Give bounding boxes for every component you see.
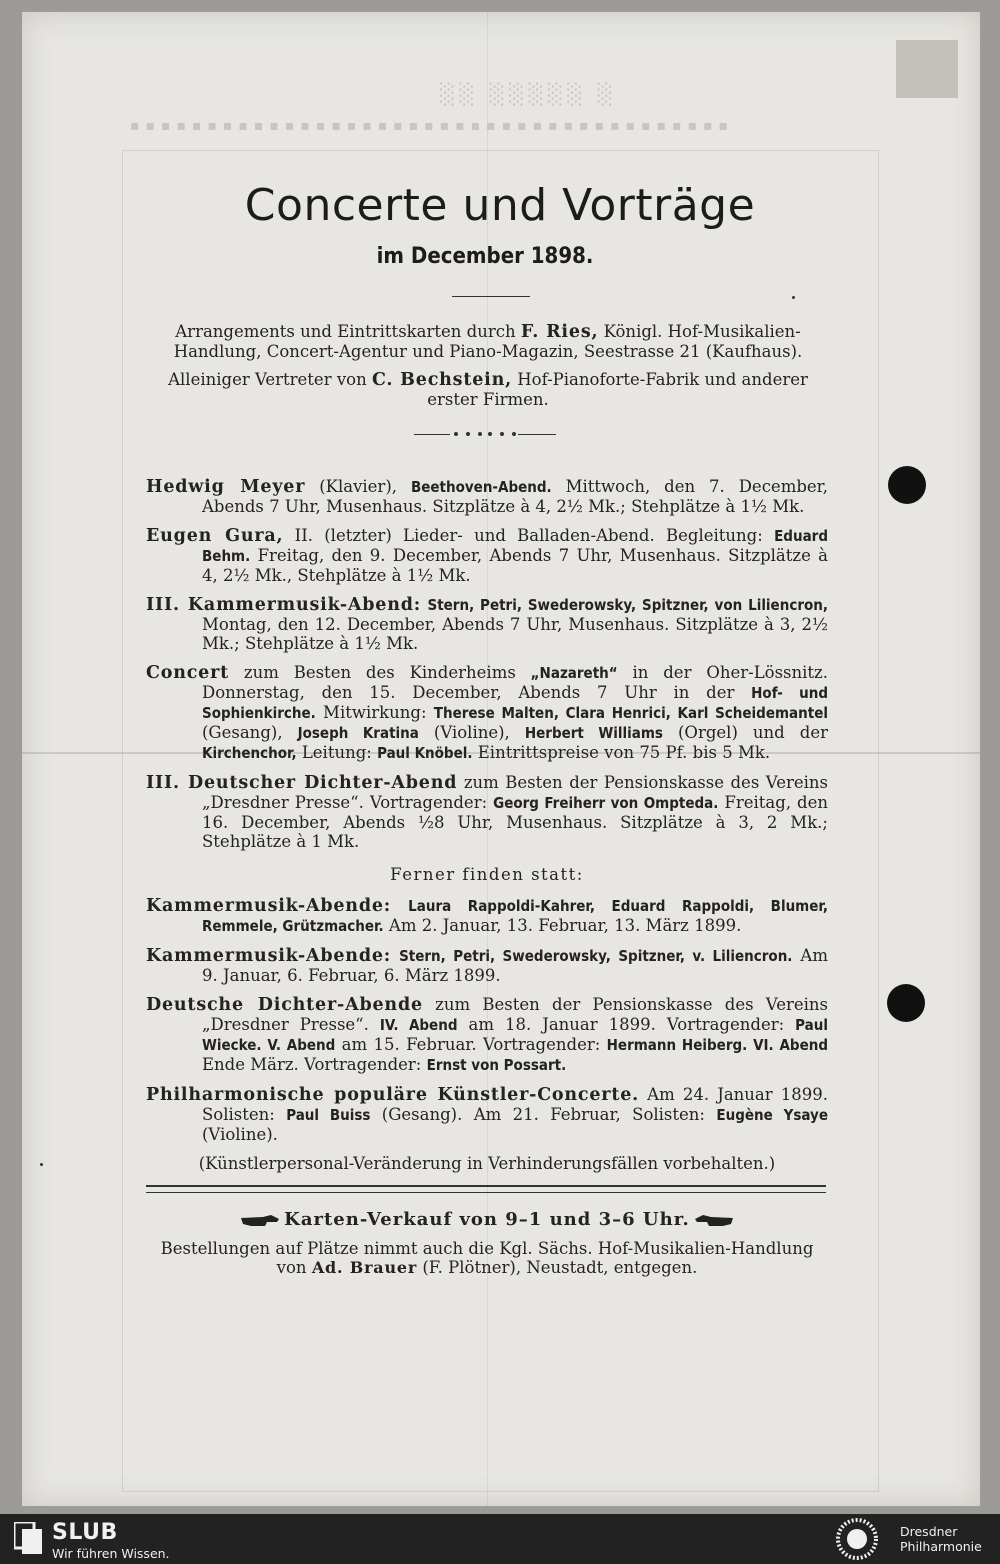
entry-name: Ernst von Possart. [426,1056,567,1074]
philharmonie-name [900,1524,982,1554]
ornament-divider [414,434,556,436]
list-item [146,946,828,985]
entry-text: (Violine), [418,723,525,742]
list-item [146,526,828,585]
philharmonie-line2: Philharmonie [900,1539,982,1554]
agency-name: F. Ries, [520,322,599,342]
entry-name: Eugène Ysaye [716,1106,828,1124]
entry-name: Hof- und Sophienkirche. [202,684,828,722]
entry-text: zum Besten der Pensionskasse des Vereins „Dresdner Presse“. Vortragender: [202,773,828,812]
philharmonie-line1: Dresdner [900,1524,958,1539]
entry-heading: Philharmonische populäre Künstler-Concerte. [146,1085,640,1105]
ticket-sales [146,1210,828,1277]
manufacturer-name: C. Bechstein, [371,370,513,390]
entry-name: Paul Knöbel. [377,744,473,762]
list-item [146,1085,828,1144]
section-heading: Ferner finden statt: [390,865,584,884]
entry-name: Laura Rappoldi-Kahrer, Eduard Rappoldi, Blumer, Remmele, Grützmacher. [202,897,828,935]
ticket-sales-title: Karten-Verkauf von 9–1 und 3–6 Uhr. [284,1209,690,1230]
entry-heading: Deutsche Dichter-Abende [146,995,423,1015]
speck [792,296,795,299]
entry-heading: Kammermusik-Abende: [146,896,392,916]
entry-text: (Orgel) und der [662,723,828,742]
entry-name: Stern, Petri, Swederowsky, Spitzner, v. Liliencron. [399,947,793,965]
entry-name: Joseph Kratina [297,724,419,742]
entry-text: (Violine). [202,1125,278,1144]
entry-heading: Kammermusik-Abende: [146,946,392,966]
entry-heading: III. Deutscher Dichter-Abend [146,773,458,793]
entry-text: Freitag, den 9. December, Abends 7 Uhr, Musenhaus. Sitzplätze à 4, 2½ Mk., Stehplätze à 1½ Mk. [202,546,828,585]
double-rule [146,1185,826,1193]
intro-representative [146,370,830,409]
entry-name: „Nazareth“ [530,664,618,682]
entry-name: Stern, Petri, Swederowsky, Spitzner, von Liliencron, [427,596,828,614]
entry-text: Eintrittspreise von 75 Pf. bis 5 Mk. [472,743,771,762]
entry-text: Mitwirkung: [315,703,434,722]
ticket-text: (F. Plötner), Neustadt, entgegen. [417,1258,698,1277]
entry-text [391,946,399,965]
entry-text: (Gesang). Am 21. Februar, Solisten: [370,1105,717,1124]
show-through-ornament: ▪▪▪▪▪▪▪▪▪▪▪▪▪▪▪▪▪▪▪▪▪▪▪▪▪▪▪▪▪▪▪▪▪▪▪▪▪▪▪ [130,118,735,134]
entry-heading: Concert [146,663,230,683]
entry-text: (Klavier), [305,477,411,496]
shop-name: Ad. Brauer [311,1258,418,1277]
intro-text: Hof-Pianoforte-Fabrik und anderer erster Firmen. [427,370,808,409]
entry-heading: Eugen Gura, [146,526,284,546]
list-item [146,896,828,936]
entry-heading: Hedwig Meyer [146,477,306,497]
ticket-sales-heading [146,1210,828,1229]
punch-hole-bottom [887,984,925,1022]
entry-name: Georg Freiherr von Ompteda. [493,794,719,812]
entry-text: Am 24. Januar 1899. Solisten: [202,1085,828,1124]
entry-name: Eduard Behm. [202,527,828,565]
entry-name: Paul Wiecke. V. Abend [202,1016,828,1054]
speck [40,1163,43,1166]
list-item [146,477,828,516]
entry-text: am 15. Februar. Vortragender: [335,1035,607,1054]
punch-hole-top [888,466,926,504]
disclaimer-note: (Künstlerpersonal-Veränderung in Verhinderungsfällen vorbehalten.) [198,1154,776,1173]
slub-logo-icon [14,1522,42,1554]
entry-name: Therese Malten, Clara Henrici, Karl Scheidemantel [433,704,828,722]
viewer-footer [0,1514,1000,1564]
entry-text: (Gesang), [202,723,298,742]
document-title: Concerte und Vorträge [244,180,756,231]
list-item [146,995,828,1075]
slub-tagline: Wir führen Wissen. [52,1546,170,1561]
title-rule [452,296,530,297]
entry-text: Am 2. Januar, 13. Februar, 13. März 1899. [383,916,742,935]
entry-text: Freitag, den 16. December, Abends ½8 Uhr, Musenhaus. Sitzplätze à 3, 2 Mk.; Stehplätze à 1 Mk. [202,793,828,851]
entry-name: Kirchenchor, [202,744,297,762]
entry-text: Montag, den 12. December, Abends 7 Uhr, Musenhaus. Sitzplätze à 3, 2½ Mk.; Stehplätze à 1½ Mk. [202,615,828,653]
pointing-hand-left-icon [695,1214,733,1228]
entry-text: zum Besten der Pensionskasse des Vereins „Dresdner Presse“. [202,995,828,1034]
entry-text: in der Oher-Lössnitz. Donnerstag, den 15. December, Abends 7 Uhr in der [202,663,828,702]
document-subtitle: im December 1898. [376,244,594,269]
entry-text: Leitung: [296,743,378,762]
entry-text [391,896,408,915]
entry-name: Hermann Heiberg. VI. Abend [606,1036,828,1054]
entry-text: Am 9. Januar, 6. Februar, 6. März 1899. [202,946,828,985]
entry-name: Paul Buiss [286,1106,371,1124]
entry-text: II. (letzter) Lieder- und Balladen-Abend. Begleitung: [283,526,775,545]
entry-text: Ende März. Vortragender: [202,1055,427,1074]
slub-name: SLUB [52,1520,118,1545]
list-item [146,595,828,653]
pointing-hand-right-icon [241,1214,279,1228]
entry-text: am 18. Januar 1899. Vortragender: [457,1015,796,1034]
entry-name: IV. Abend [379,1016,458,1034]
intro-text: Königl. Hof-Musikalien-Handlung, Concert-Agentur und Piano-Magazin, Seestrasse 21 (Kaufhaus). [173,322,803,361]
intro-text: Alleiniger Vertreter von [168,370,372,389]
entry-heading: III. Kammermusik-Abend: [146,595,422,615]
intro-agency [146,322,830,361]
ticket-sales-text [146,1239,828,1277]
intro-text: Arrangements und Eintrittskarten durch [175,322,521,341]
entry-name: Beethoven-Abend. [410,478,552,496]
list-item [146,663,828,763]
entry-text: zum Besten des Kinderheims [229,663,531,682]
philharmonie-logo-icon [836,1518,878,1560]
show-through-text: ░░ ░░░░░ ░ [440,82,617,106]
ticket-text: Bestellungen auf Plätze nimmt auch die Kgl. Sächs. Hof-Musikalien-Handlung von [160,1239,814,1277]
paper-stamp-patch [896,40,958,98]
entry-text: Mittwoch, den 7. December, Abends 7 Uhr, Musenhaus. Sitzplätze à 4, 2½ Mk.; Stehplätze à 1½ Mk. [202,477,828,516]
concert-listing [146,477,828,1183]
list-item [146,773,828,851]
entry-name: Herbert Williams [524,724,663,742]
